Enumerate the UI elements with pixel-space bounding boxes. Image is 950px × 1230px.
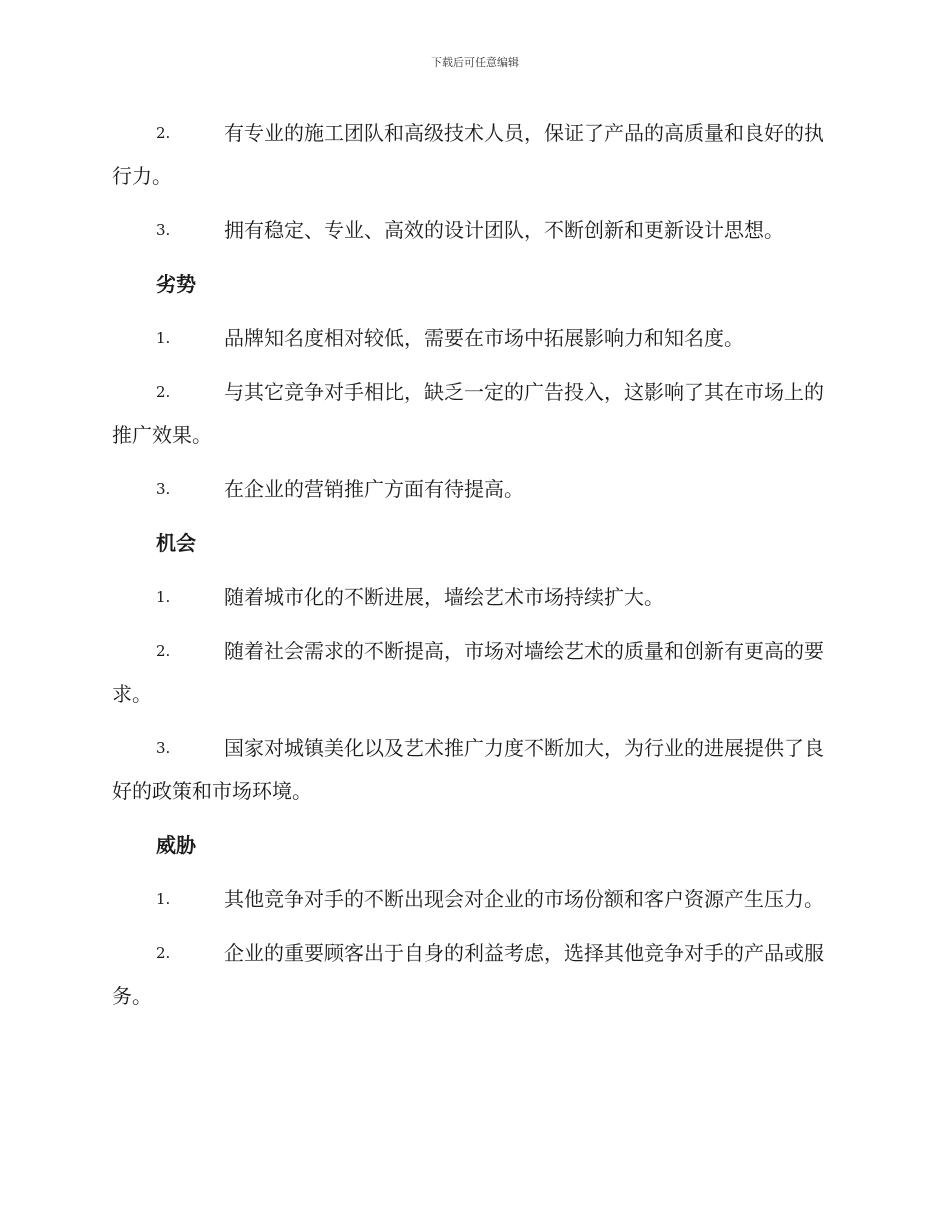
- section-heading-weaknesses: 劣势: [156, 272, 196, 296]
- list-item: [112, 878, 834, 921]
- list-item-number: 2.: [156, 944, 171, 962]
- list-item: [112, 317, 834, 360]
- list-item-text: 与其它竞争对手相比，缺乏一定的广告投入，这影响了其在市场上的推广效果。: [112, 380, 824, 447]
- list-item-text: 国家对城镇美化以及艺术推广力度不断加大，为行业的进展提供了良好的政策和市场环境。: [112, 736, 824, 803]
- document-body: [112, 112, 834, 1018]
- list-item-number: 1.: [156, 890, 171, 908]
- list-item: [112, 371, 834, 457]
- list-item-number: 2.: [156, 642, 171, 660]
- list-item: [112, 727, 834, 813]
- list-item-text: 其他竞争对手的不断出现会对企业的市场份额和客户资源产生压力。: [224, 887, 824, 911]
- list-item-number: 3.: [156, 221, 171, 239]
- list-item-number: 2.: [156, 383, 171, 401]
- list-item-text: 随着社会需求的不断提高，市场对墙绘艺术的质量和创新有更高的要求。: [112, 639, 824, 706]
- list-item-number: 3.: [156, 739, 171, 757]
- list-item-number: 1.: [156, 588, 171, 606]
- list-item-text: 拥有稳定、专业、高效的设计团队，不断创新和更新设计思想。: [224, 218, 784, 242]
- list-item-text: 品牌知名度相对较低，需要在市场中拓展影响力和知名度。: [224, 326, 744, 350]
- list-item: [112, 576, 834, 619]
- section-heading-threats: 威胁: [156, 833, 196, 857]
- list-item: [112, 932, 834, 1018]
- list-item-text: 在企业的营销推广方面有待提高。: [224, 477, 524, 501]
- list-item-text: 有专业的施工团队和高级技术人员，保证了产品的高质量和良好的执行力。: [112, 121, 824, 188]
- list-item: [112, 630, 834, 716]
- list-item: [112, 468, 834, 511]
- list-item: [112, 209, 834, 252]
- list-item-text: 随着城市化的不断进展，墙绘艺术市场持续扩大。: [224, 585, 664, 609]
- list-item-number: 2.: [156, 124, 171, 142]
- list-item-number: 1.: [156, 329, 171, 347]
- list-item-number: 3.: [156, 480, 171, 498]
- section-heading-opportunities: 机会: [156, 531, 196, 555]
- header-note: 下载后可任意编辑: [431, 56, 519, 69]
- list-item: [112, 112, 834, 198]
- list-item-text: 企业的重要顾客出于自身的利益考虑，选择其他竞争对手的产品或服务。: [112, 941, 824, 1008]
